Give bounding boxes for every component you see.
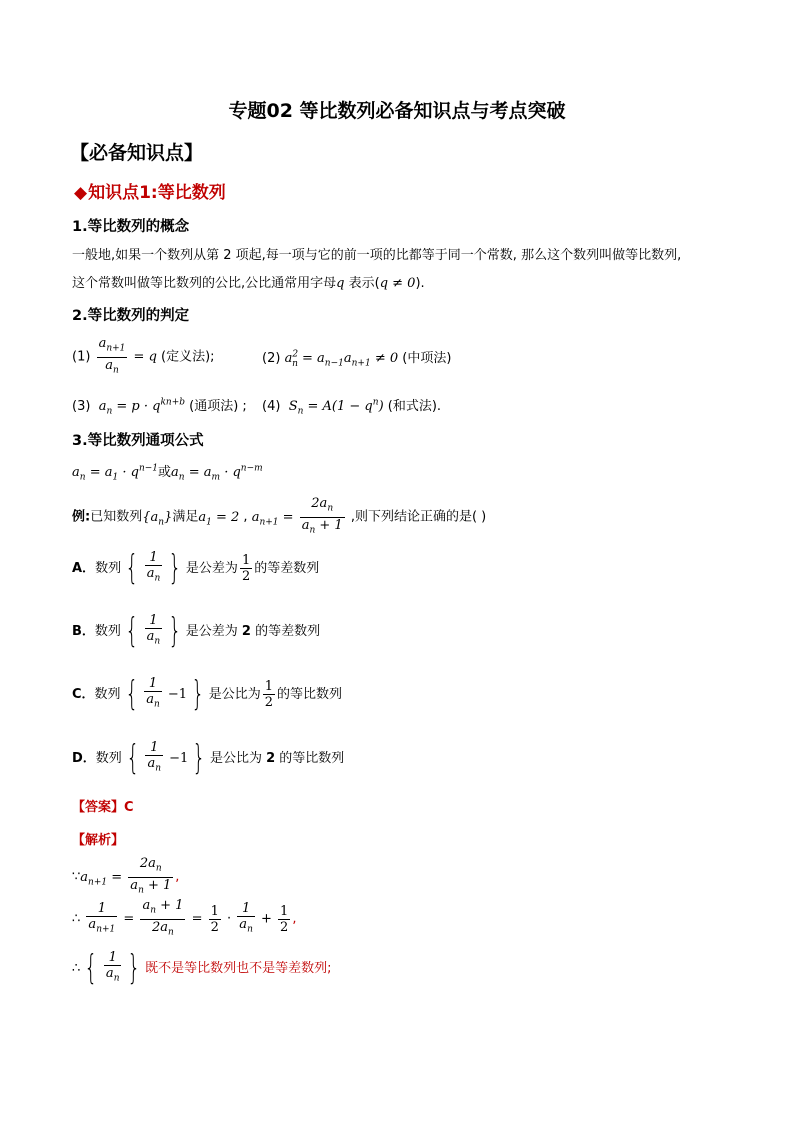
option-b: B．数列 { $\frac{1}{a_n}$ } 是公差为 2 的等差数列 — [72, 611, 321, 652]
analysis-label: 【解析】 — [72, 833, 125, 848]
diamond-bullet-icon: ◆ — [74, 183, 88, 203]
concept-line-2: 这个常数叫做等比数列的公比,公比通常用字母q 表示(q ≠ 0). — [72, 276, 425, 291]
judge-method-4: (4) $S_n = A(1 - q^n)$ (和式法). — [262, 397, 442, 417]
option-d: D．数列 { $\frac{1}{a_n}$ −1 } 是公比为 2 的等比数列 — [72, 738, 345, 779]
analysis-line-2: ∴ $\frac{1}{a_{n+1}}$ = $\frac{a_n + 1}{2a_n}$ = $\frac{1}{2}$ · $\frac{1}{a_n}$ + $\frac{1}{2}$ , — [72, 898, 297, 938]
judge-method-3: (3) $a_n = p \cdot q^{kn+b}$ (通项法) ; — [72, 397, 247, 417]
general-term-formula: $a_n = a_1 \cdot q^{n-1}$或$a_n = a_m \cdot q^{n-m}$ — [72, 463, 263, 483]
concept-line-1: 一般地,如果一个数列从第 2 项起,每一项与它的前一项的比都等于同一个常数, 那么这个数列叫做等比数列, — [72, 248, 682, 263]
general-term-heading: 3.等比数列通项公式 — [72, 433, 204, 449]
analysis-line-1: $\because a_{n+1}$ = $\frac{2a_n}{a_n + 1}$ , — [72, 856, 180, 896]
judge-method-1: (1) $\frac{a_{n+1}}{a_n}$ = q (定义法); — [72, 336, 215, 378]
analysis-line-3: ∴ { $\frac{1}{a_n}$ } 既不是等比数列也不是等差数列; — [72, 948, 332, 989]
answer: 【答案】C — [72, 800, 134, 815]
knowledge-point-heading — [74, 178, 226, 203]
example-question: 例:已知数列$\{a_n\}$满足$a_1 = 2$ , $a_{n+1}$ = $\frac{2a_n}{a_n + 1}$ ,则下列结论正确的是( ) — [72, 496, 486, 538]
fraction: $\frac{2a_n}{a_n + 1}$ — [301, 496, 343, 536]
knowledge-point-title: 知识点1:等比数列 — [88, 183, 226, 203]
judge-method-2: (2) $a^2_n = a_{n-1}a_{n+1} \ne 0$ (中项法) — [262, 349, 452, 369]
judge-heading: 2.等比数列的判定 — [72, 308, 190, 324]
option-c: C．数列 { $\frac{1}{a_n}$ −1 } 是公比为 $\frac{1}{2}$ 的等比数列 — [72, 674, 343, 715]
concept-heading: 1.等比数列的概念 — [72, 219, 190, 235]
fraction: $\frac{a_{n+1}}{a_n}$ — [98, 336, 126, 376]
option-a: A．数列 { $\frac{1}{a_n}$ } 是公差为 $\frac{1}{2}$ 的等差数列 — [72, 548, 320, 589]
section-heading: 【必备知识点】 — [70, 142, 204, 164]
document-title: 专题02 等比数列必备知识点与考点突破 — [228, 100, 566, 122]
